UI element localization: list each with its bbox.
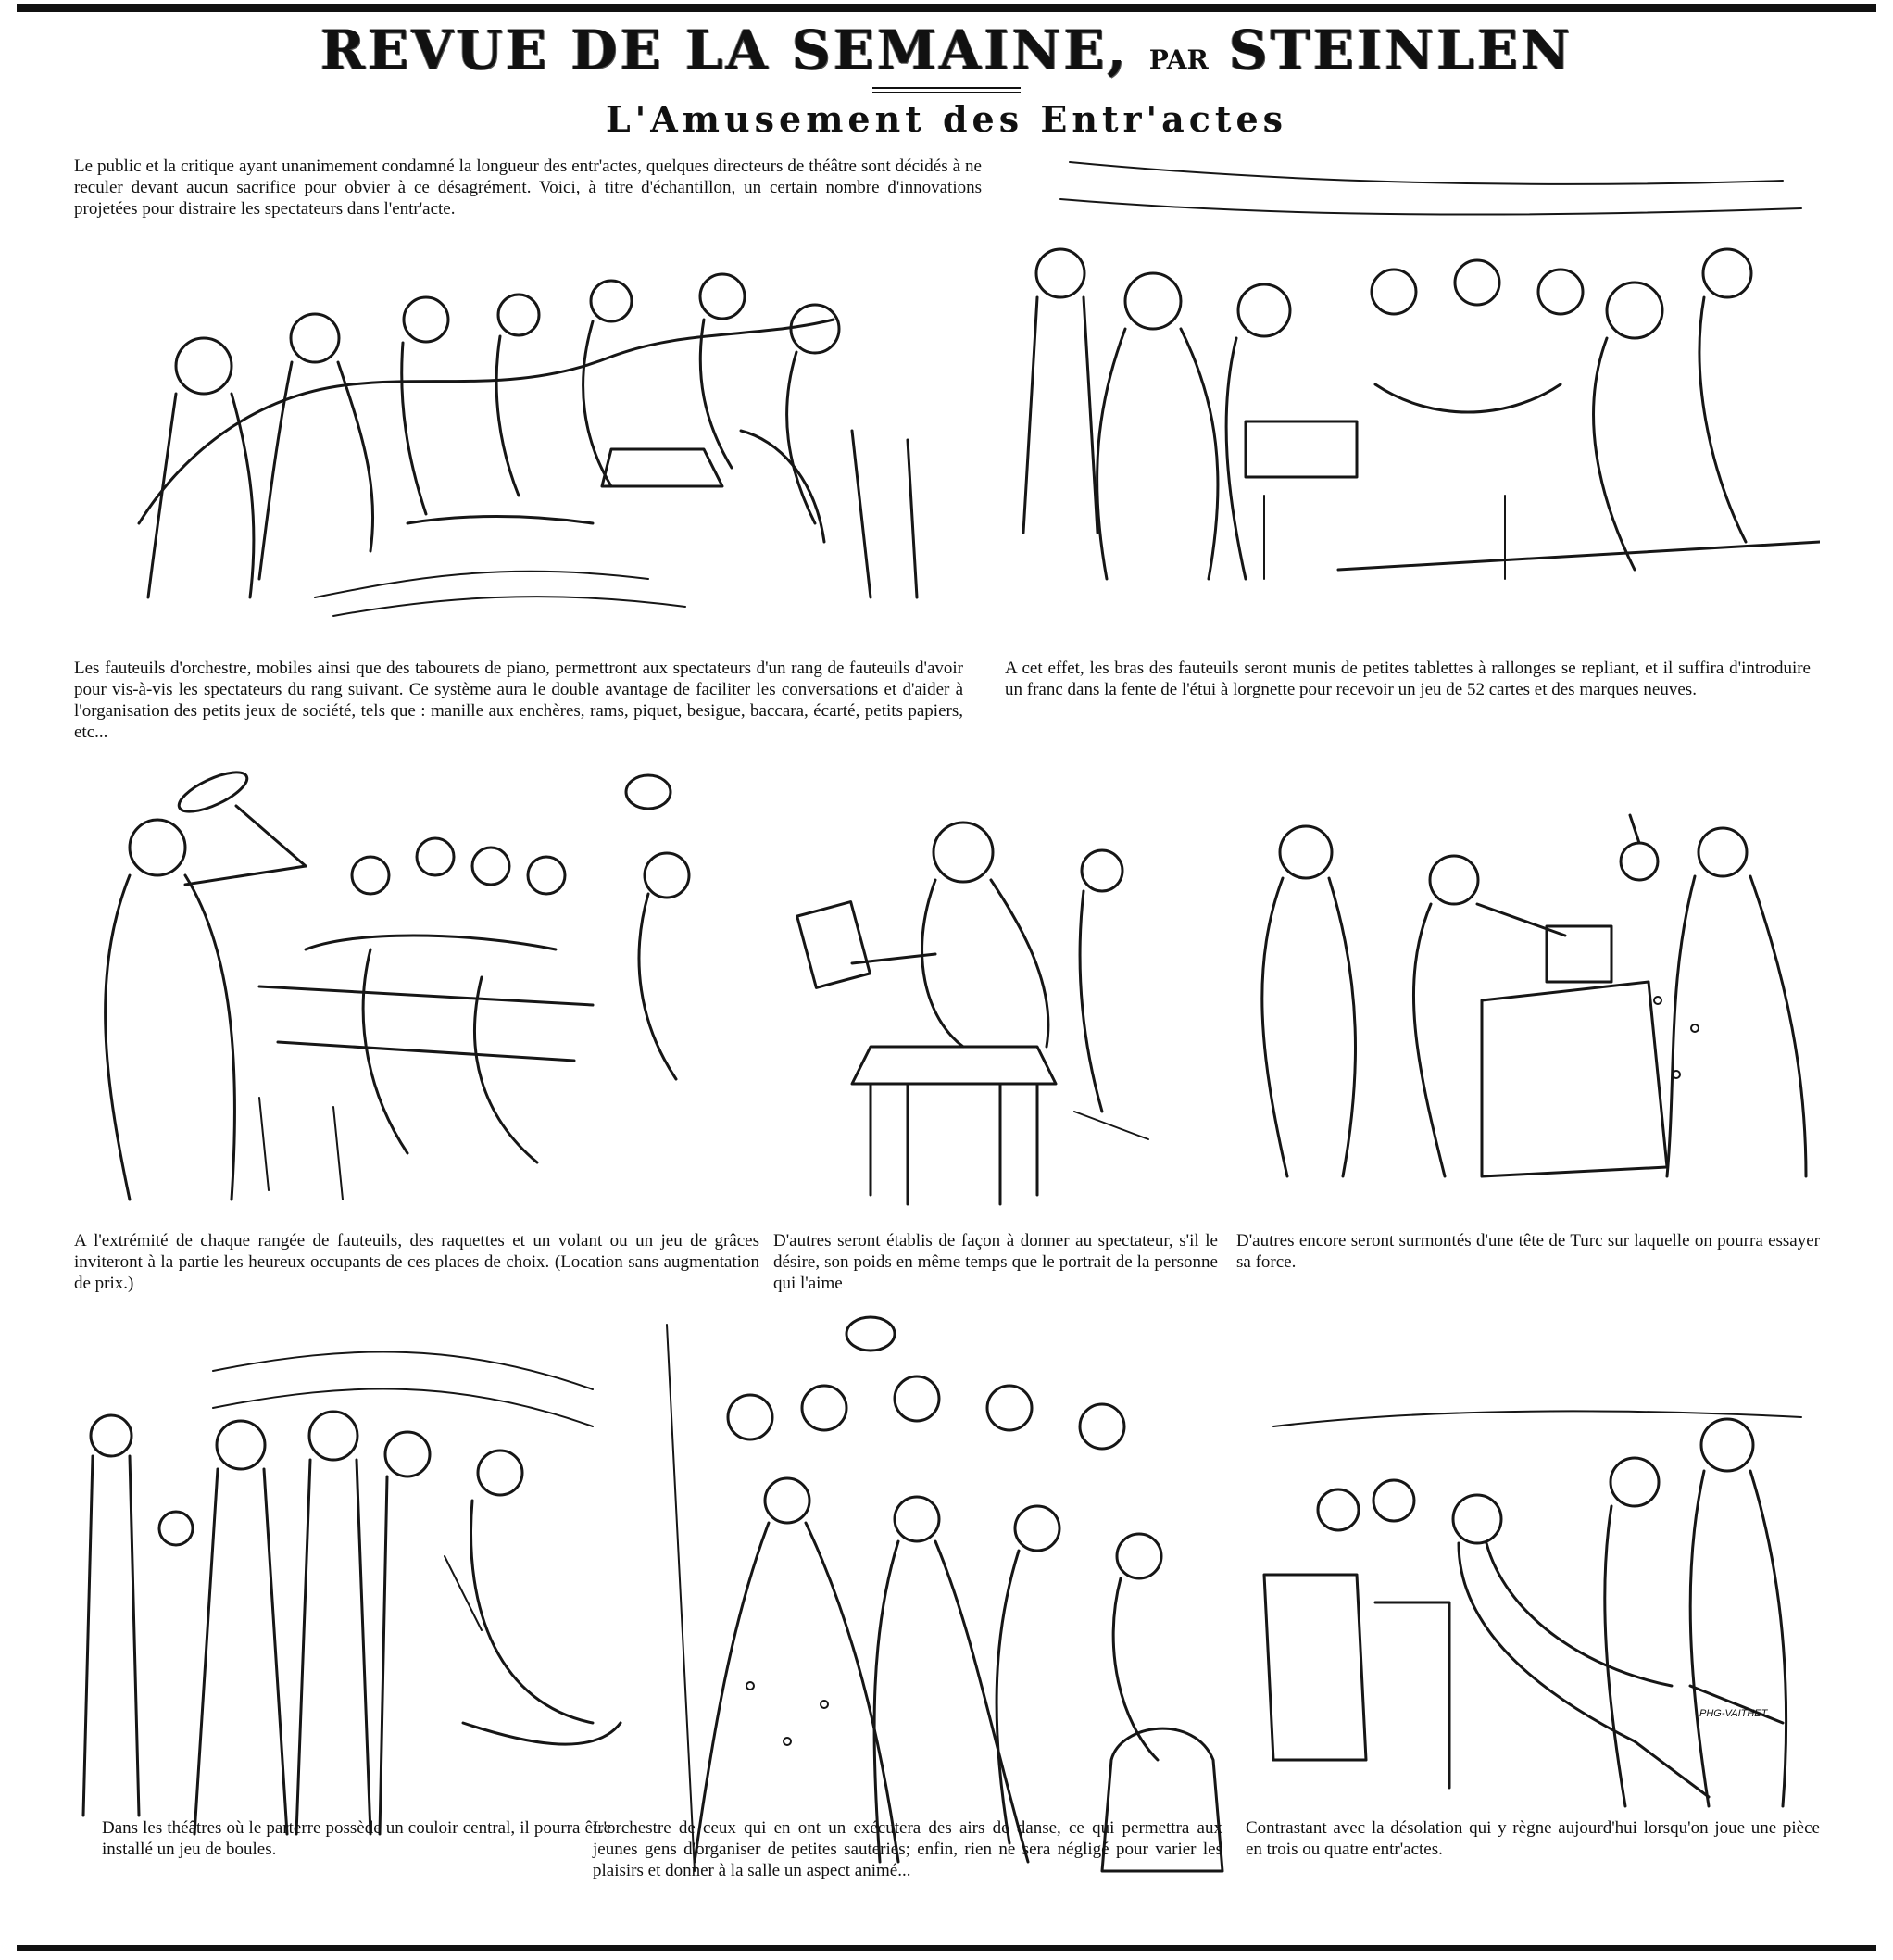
caption-8-text: Contrastant avec la désolation qui y règne aujourd'hui lorsqu'on joue une pièce en trois ou quatre entr'actes. — [1246, 1818, 1820, 1859]
illustration-tete-de-turc — [1232, 797, 1824, 1195]
illustration-card-players-right — [986, 144, 1820, 634]
subtitle: L'Amusement des Entr'actes — [605, 98, 1288, 140]
page-title — [0, 19, 1893, 82]
illustration-badminton — [74, 764, 778, 1209]
title-right: STEINLEN — [1228, 19, 1573, 82]
top-rule — [17, 4, 1876, 12]
caption-7 — [593, 1817, 1222, 1881]
caption-5 — [1236, 1230, 1820, 1273]
caption-3-text: A l'extrémité de chaque rangée de fauteuils, des raquettes et un volant ou un jeu de grâces inviteront à la partie les heureux occupants de ces places de choix. (Location sans augmentation de prix.) — [74, 1231, 759, 1293]
caption-6-text: Dans les théâtres où le parterre possède un couloir central, il pourra être installé un jeu de boules. — [102, 1818, 611, 1859]
bottom-rule — [17, 1945, 1876, 1951]
caption-4-text: D'autres seront établis de façon à donner au spectateur, s'il le désire, son poids en même temps que le portrait de la personne qui l'aime — [773, 1231, 1218, 1293]
caption-2 — [1005, 658, 1811, 700]
illustration-sleeping-spectators — [1246, 1389, 1820, 1816]
caption-5-text: D'autres encore seront surmontés d'une tête de Turc sur laquelle on pourra essayer sa force. — [1236, 1231, 1820, 1272]
caption-8 — [1246, 1817, 1820, 1860]
caption-3 — [74, 1230, 759, 1294]
title-par: PAR — [1148, 44, 1209, 75]
intro-paragraph — [74, 156, 982, 220]
caption-1 — [74, 658, 963, 743]
caption-7-text: L'orchestre de ceux qui en ont un exécutera des airs de danse, ce qui permettra aux jeunes gens d'organiser de petites sauteries; enfin, rien ne sera négligé pour varier les plaisirs et donner à la salle un aspect animé... — [593, 1818, 1222, 1880]
title-divider — [872, 87, 1021, 93]
illustration-dancing — [639, 1315, 1241, 1880]
caption-2-text: A cet effet, les bras des fauteuils seront munis de petites tablettes à rallonges se repliant, et il suffira d'introduire un franc dans la fente de l'étui à lorgnette pour recevoir un jeu de 52 cartes et des marques neuves. — [1005, 659, 1811, 699]
title-left: REVUE DE LA SEMAINE, — [320, 19, 1129, 82]
illustration-bowling — [74, 1334, 630, 1853]
illustration-card-players-left — [130, 245, 1009, 634]
caption-1-text: Les fauteuils d'orchestre, mobiles ainsi que des tabourets de piano, permettront aux spectateurs d'un rang de fauteuils d'avoir pour vis-à-vis les spectateurs du rang suivant. Ce système aura le double avantage de faciliter les conversations et d'aider à l'organisation des petits jeux de société, tels que : manille aux enchères, rams, piquet, besigue, baccara, écarté, petits papiers, etc... — [74, 659, 963, 742]
artist-signature: PHG-VAITHET — [1699, 1708, 1768, 1719]
intro-text: Le public et la critique ayant unanimement condamné la longueur des entr'actes, quelques directeurs de théâtre sont décidés à ne reculer devant aucun sacrifice pour obvier à ce désagrément. Voici, à titre d'échantillon, un certain nombre d'innovations projetées pour distraire les spectateurs dans l'entr'acte. — [74, 157, 982, 219]
caption-6 — [102, 1817, 611, 1860]
illustration-weighing-chair — [796, 806, 1167, 1213]
caption-4 — [773, 1230, 1218, 1294]
masthead — [0, 19, 1893, 140]
